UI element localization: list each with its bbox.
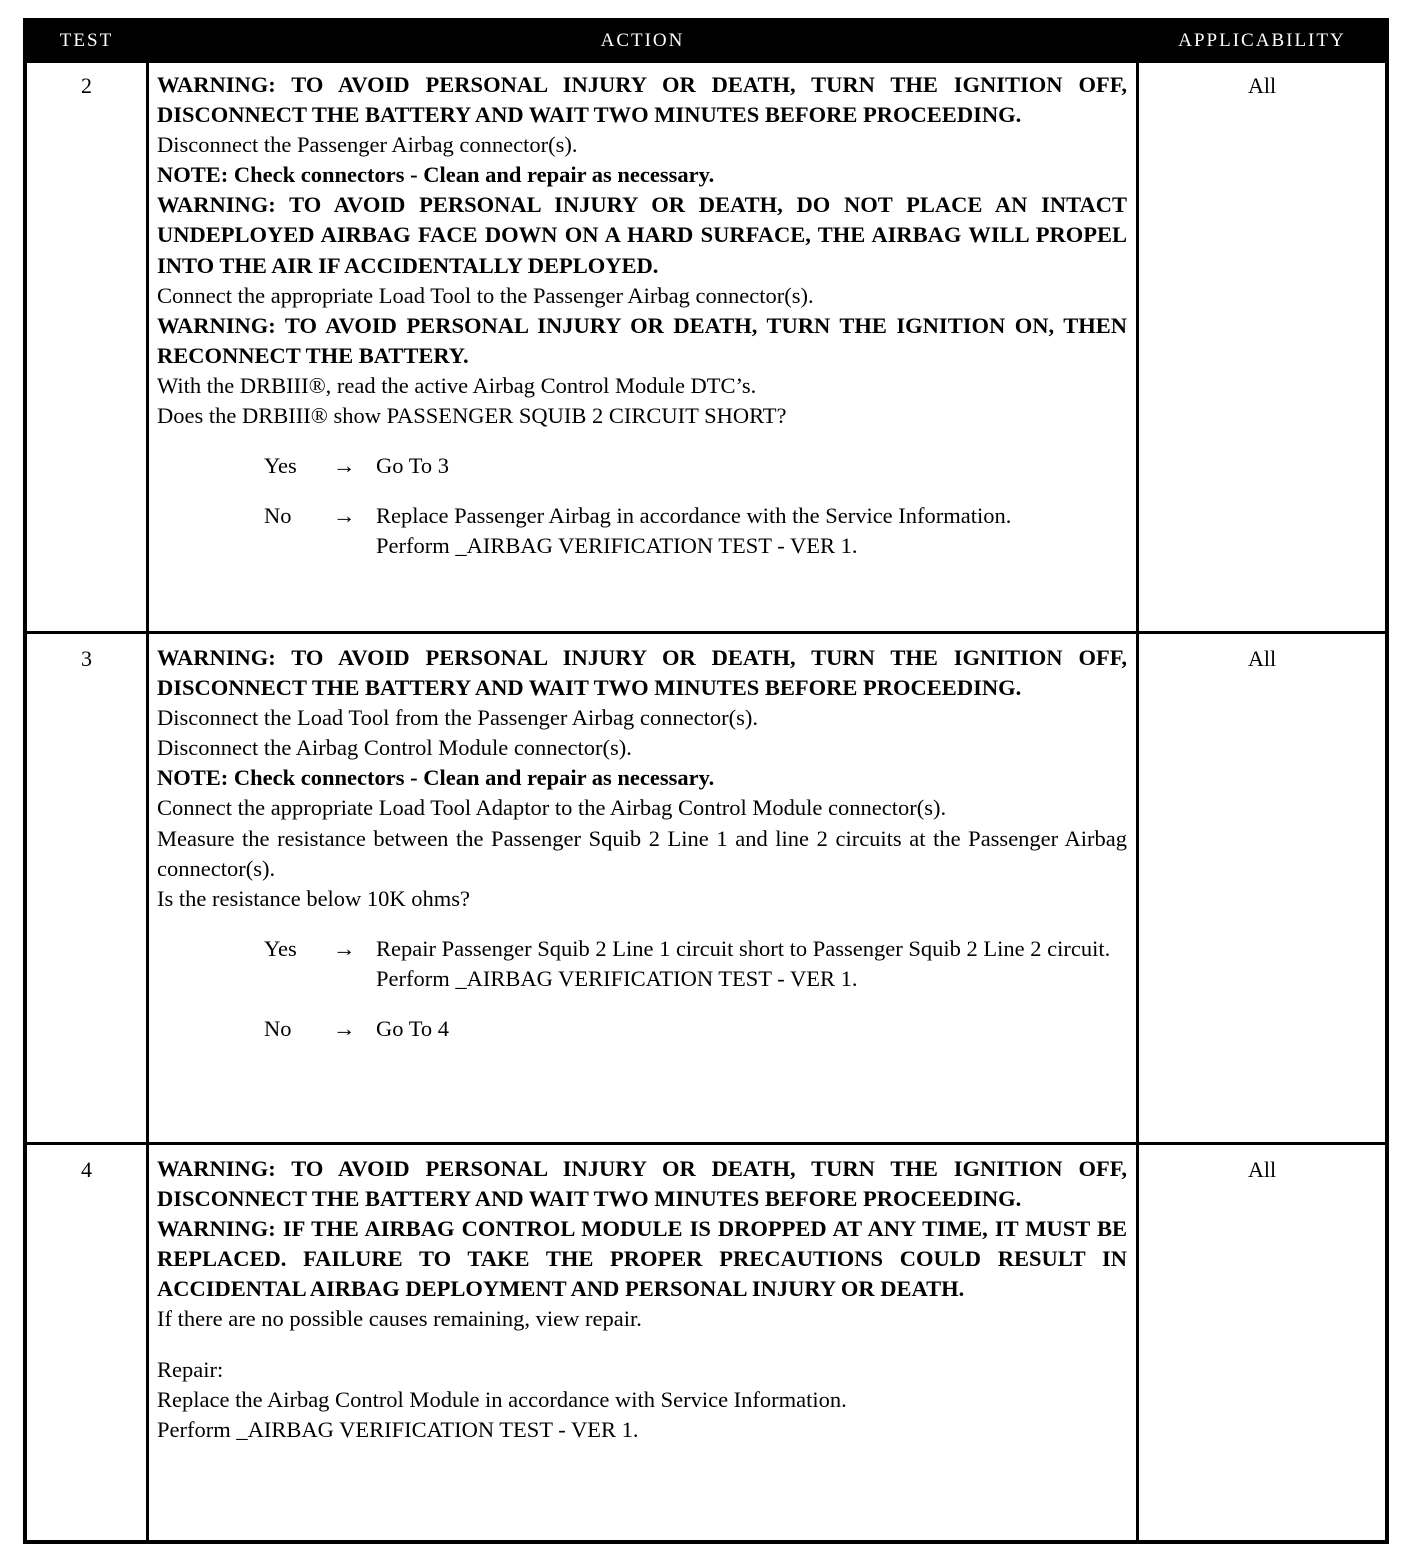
table-header (27, 22, 1385, 63)
note-text: NOTE: Check connectors - Clean and repair as necessary. (157, 765, 715, 791)
instruction-text: If there are no possible causes remaining, view repair. (157, 1306, 642, 1332)
answer-yes (157, 934, 1127, 994)
arrow-right-icon: → (333, 1016, 356, 1042)
arrow-right-icon: → (333, 453, 356, 479)
arrow-right-icon: → (333, 503, 356, 529)
warning-text: WARNING: TO AVOID PERSONAL INJURY OR DEATH, TURN THE IGNITION OFF, DISCONNECT THE BATTERY AND WAIT TWO MINUTES BEFORE PROCEEDING. (157, 645, 1127, 701)
perform-test-text: Perform _AIRBAG VERIFICATION TEST - VER 1. (376, 965, 858, 991)
header-action: ACTION (600, 30, 685, 51)
answer-label: No (264, 1016, 292, 1042)
repair-text: Replace the Airbag Control Module in accordance with Service Information. (157, 1386, 847, 1412)
instruction-text: Measure the resistance between the Passenger Squib 2 Line 1 and line 2 circuits at the Passenger Airbag connector(s). (157, 825, 1127, 881)
answer-label: No (264, 503, 292, 529)
applicability-value: All (1247, 646, 1277, 671)
instruction-text: Disconnect the Load Tool from the Passenger Airbag connector(s). (157, 705, 758, 731)
instruction-text: Connect the appropriate Load Tool to the Passenger Airbag connector(s). (157, 282, 814, 308)
warning-text: WARNING: TO AVOID PERSONAL INJURY OR DEATH, TURN THE IGNITION ON, THEN RECONNECT THE BATTERY. (157, 312, 1127, 368)
perform-test-text: Perform _AIRBAG VERIFICATION TEST - VER 1. (376, 533, 858, 559)
answer-result: Replace Passenger Airbag in accordance with the Service Information. (376, 503, 1012, 529)
row-divider (27, 1142, 1385, 1145)
answer-result: Go To 4 (376, 1016, 450, 1042)
instruction-text: Connect the appropriate Load Tool Adaptor to the Airbag Control Module connector(s). (157, 795, 947, 821)
header-test: TEST (59, 30, 114, 51)
test-action (157, 1154, 1127, 1445)
instruction-text: Disconnect the Passenger Airbag connector(s). (157, 132, 578, 158)
warning-text: WARNING: TO AVOID PERSONAL INJURY OR DEATH, TURN THE IGNITION OFF, DISCONNECT THE BATTERY AND WAIT TWO MINUTES BEFORE PROCEEDING. (157, 72, 1127, 128)
instruction-text: With the DRBIII®, read the active Airbag Control Module DTC’s. (157, 372, 757, 398)
answer-result: Repair Passenger Squib 2 Line 1 circuit short to Passenger Squib 2 Line 2 circuit. (376, 935, 1111, 961)
answer-result: Go To 3 (376, 453, 450, 479)
answer-no (157, 501, 1127, 561)
perform-test-text: Perform _AIRBAG VERIFICATION TEST - VER 1. (157, 1416, 639, 1442)
question-text: Does the DRBIII® show PASSENGER SQUIB 2 CIRCUIT SHORT? (157, 403, 787, 429)
diagnostic-test-table (23, 18, 1389, 1544)
repair-label: Repair: (157, 1356, 224, 1382)
column-divider (146, 22, 149, 1540)
warning-text: WARNING: IF THE AIRBAG CONTROL MODULE IS DROPPED AT ANY TIME, IT MUST BE REPLACED. FAILURE TO TAKE THE PROPER PRECAUTIONS COULD RESULT IN ACCIDENTAL AIRBAG DEPLOYMENT AND PERSONAL INJURY OR DEATH. (157, 1216, 1127, 1302)
note-text: NOTE: Check connectors - Clean and repair as necessary. (157, 162, 715, 188)
test-number: 3 (81, 646, 92, 671)
test-number: 4 (81, 1157, 92, 1182)
column-divider (1136, 22, 1139, 1540)
test-number: 2 (81, 73, 92, 98)
warning-text: WARNING: TO AVOID PERSONAL INJURY OR DEATH, TURN THE IGNITION OFF, DISCONNECT THE BATTERY AND WAIT TWO MINUTES BEFORE PROCEEDING. (157, 1156, 1127, 1212)
answer-label: Yes (264, 935, 297, 961)
applicability-value: All (1247, 1157, 1277, 1182)
instruction-text: Disconnect the Airbag Control Module connector(s). (157, 735, 632, 761)
answer-yes (157, 451, 1127, 481)
applicability-value: All (1247, 73, 1277, 98)
answer-no (157, 1014, 1127, 1044)
arrow-right-icon: → (333, 935, 356, 961)
answer-label: Yes (264, 453, 297, 479)
test-action (157, 643, 1127, 1044)
test-action (157, 70, 1127, 561)
header-applicability: APPLICABILITY (1178, 30, 1346, 51)
warning-text: WARNING: TO AVOID PERSONAL INJURY OR DEATH, DO NOT PLACE AN INTACT UNDEPLOYED AIRBAG FACE DOWN ON A HARD SURFACE, THE AIRBAG WILL PROPEL INTO THE AIR IF ACCIDENTALLY DEPLOYED. (157, 192, 1127, 278)
row-divider (27, 631, 1385, 634)
question-text: Is the resistance below 10K ohms? (157, 885, 471, 911)
